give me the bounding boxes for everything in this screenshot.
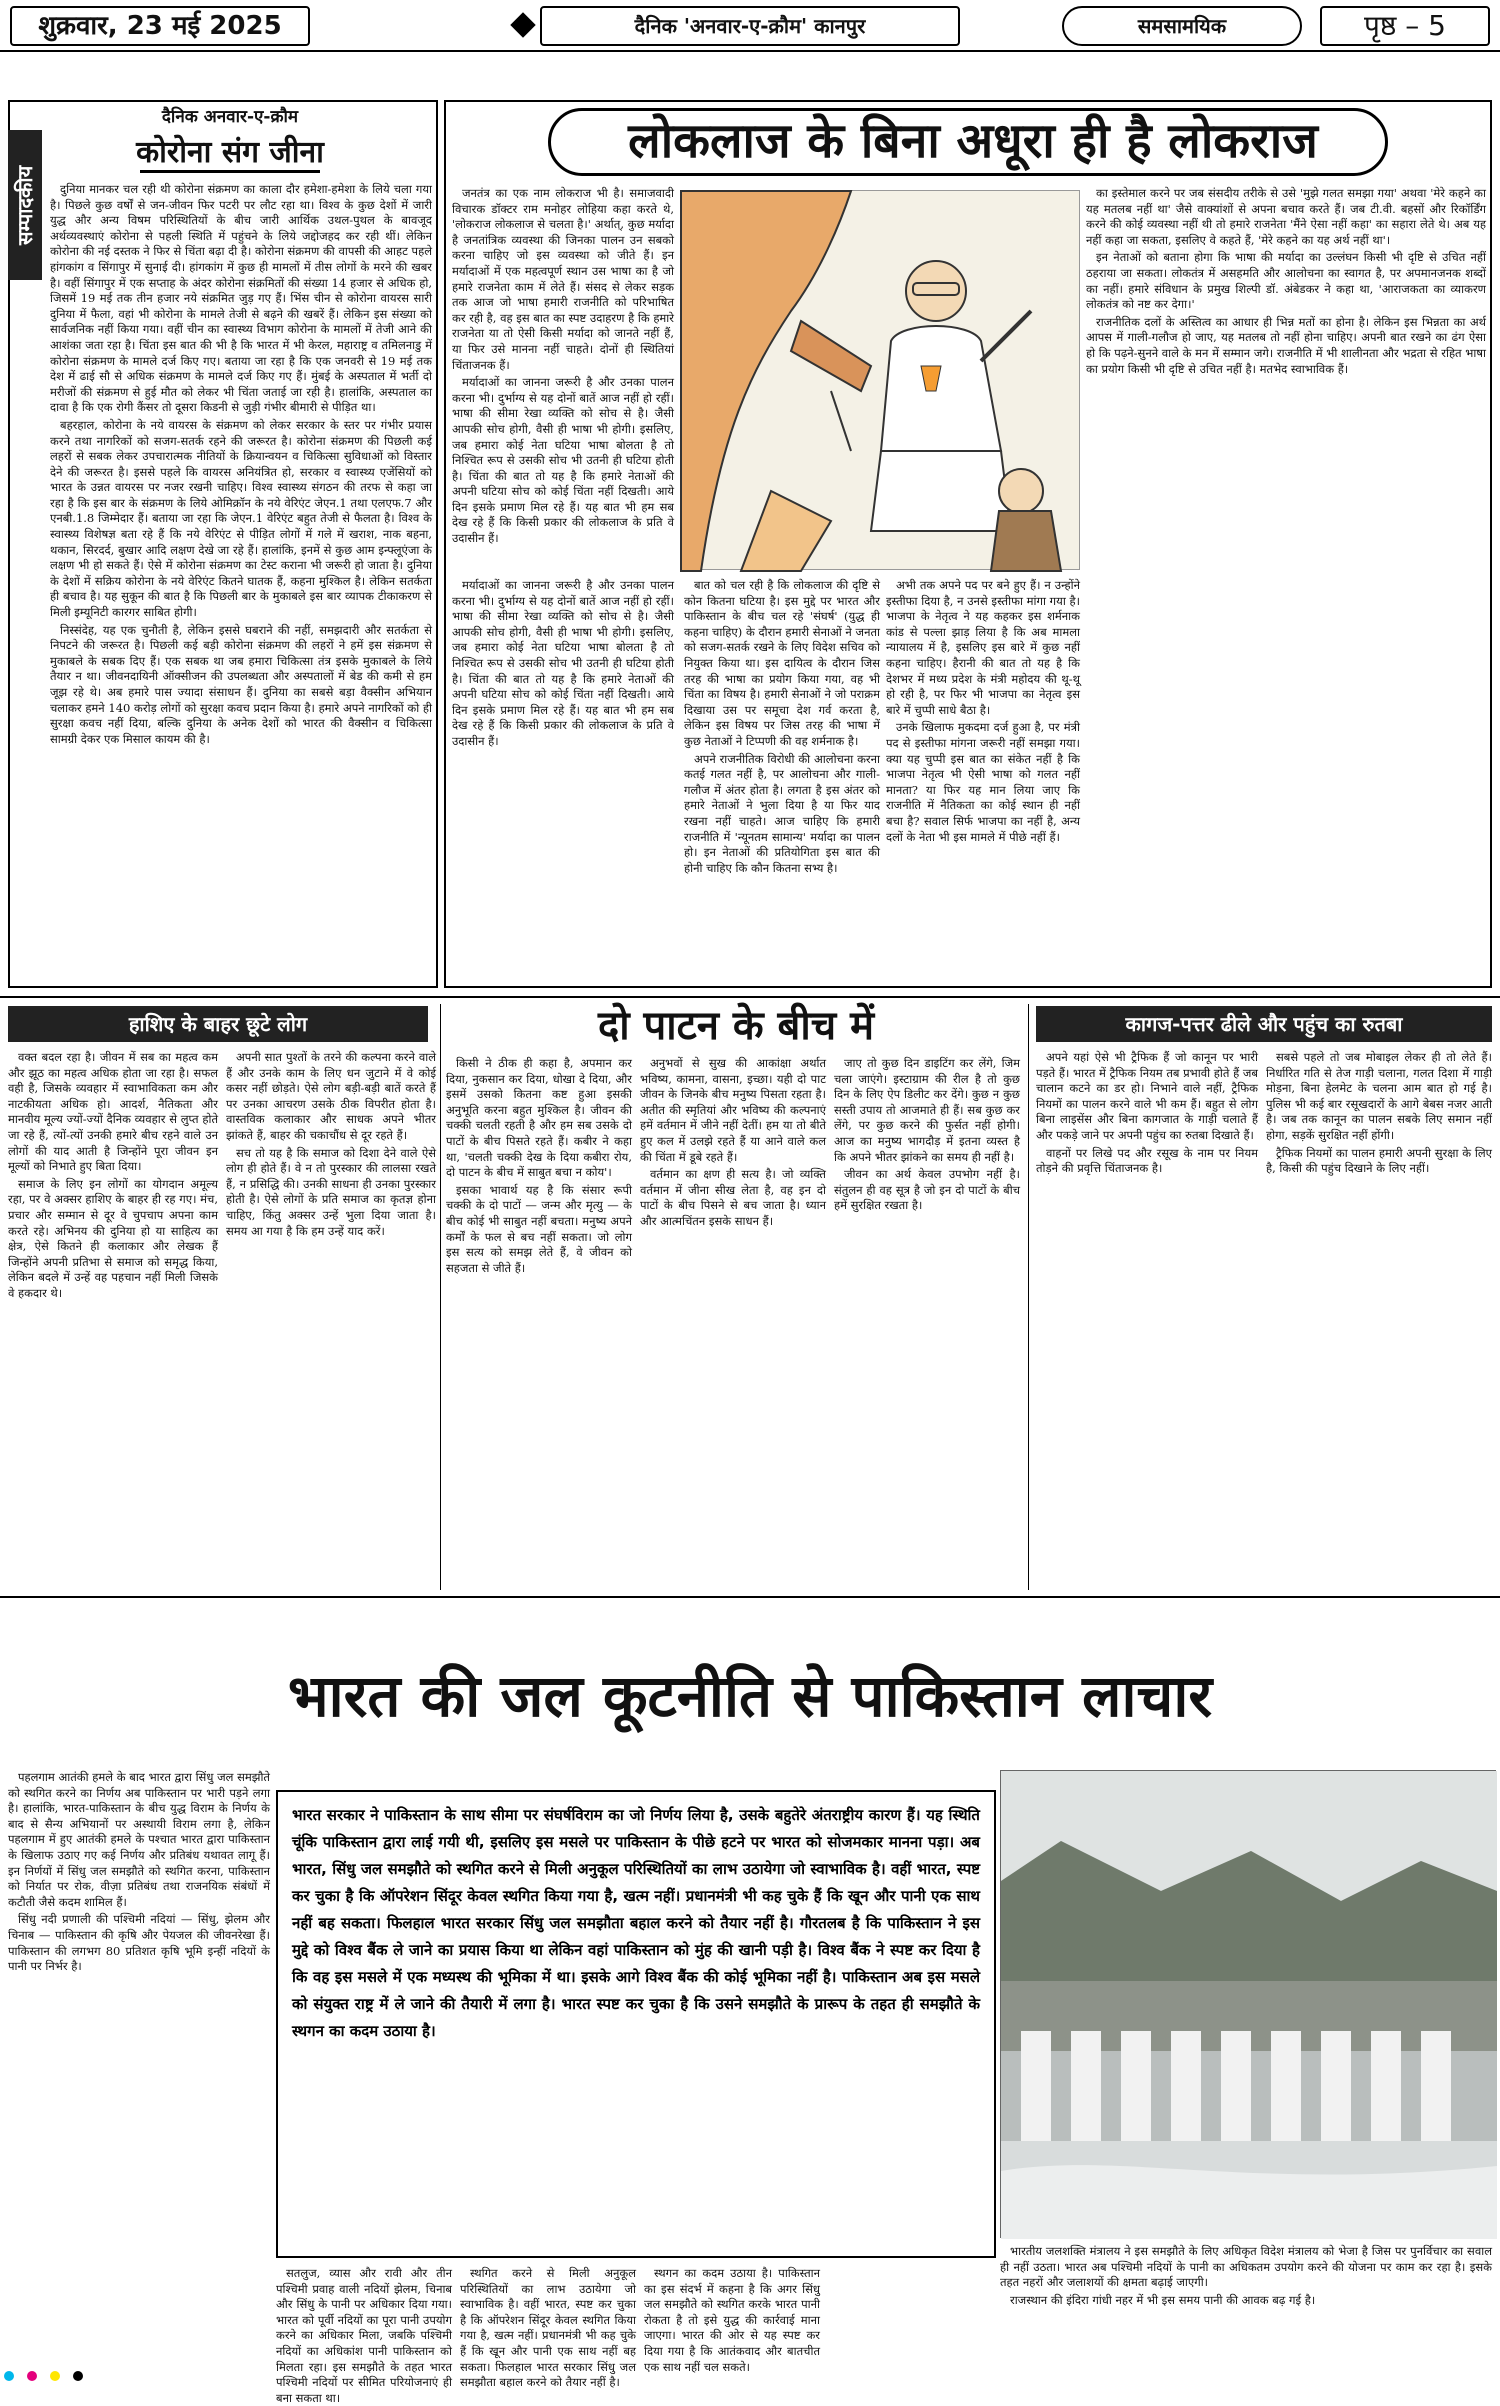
cartoon-illustration — [680, 190, 1080, 570]
water-column-1 — [8, 1770, 270, 2360]
water-column-5 — [1000, 2244, 1492, 2364]
paragraph: दुनिया मानकर चल रही थी कोरोना संक्रमण का काला दौर हमेशा-हमेशा के लिये चला गया है। पिछले कुछ वर्षों से जन-जीवन फिर पटरी पर लौट रहा था। विश्व के कुछ देशों में जारी युद्ध और अन्य विषम परिस्थितियों के बीच जारी आर्थिक उथल-पुथल के बावजूद अर्थव्यवस्थाएं कोरोना से पहली स्थिति में पहुंचने के लिये जद्दोजहद कर रही थीं। लेकिन कोरोना की नई दस्तक ने फिर से चिंता बढ़ा दी है। कोरोना संक्रमण की वापसी की आहट पहले हांगकांग व सिंगापुर में सुनाई दी। हांगकांग में कुछ ही मामलों में तीस लोगों के मरने की खबर है। वहीं सिंगापुर में एक सप्ताह के अंदर कोरोना संक्रमितों की संख्या 14 हजार से अधिक हो, जिसमें 19 मई तक तीन हजार नये संक्रमित जुड़ गए हैं। भिंस चीन से कोरोना वायरस सारी दुनिया में फैला, वहां भी कोरोना के मामले तेजी से बढ़ने की खबरें हैं। लेकिन इस संख्या को सार्वजनिक नहीं किया गया। वहीं चीन का स्वास्थ्य विभाग कोरोना के मामलों में तेजी आने की आशंका जता रहा है। चिंता इस बात की भी है कि भारत में भी केरल, महाराष्ट्र व तमिलनाडु में कोरोना संक्रमण के मामले दर्ज किए गए। बताया जा रहा है कि एक जनवरी से 19 मई तक देश में ढाई सौ से अधिक संक्रमण के मामले दर्ज किए गए हैं। मुंबई के अस्पताल में भर्ती दो मरीजों की संक्रमण से हुई मौत को लेकर भी चिंता जताई जा रही है। हालांकि, अस्पताल का दावा है कि एक रोगी कैंसर तो दूसरा किडनी से जुड़ी गंभीर बीमारी से पीड़ित था। — [50, 182, 432, 415]
cartoon-drawing — [681, 191, 1081, 571]
paragraph: उनके खिलाफ मुकदमा दर्ज हुआ है, पर मंत्री पद से इस्तीफा मांगना जरूरी नहीं समझा गया। क्या यह चुप्पी इस बात का संकेत नहीं है कि भाजपा नेतृत्व भी ऐसी भाषा को गलत नहीं मानता? या फिर यह मान लिया जाए कि राजनीति में नैतिकता का कोई स्थान ही नहीं बचा है? सवाल सिर्फ भाजपा का नहीं है, अन्य दलों के नेता भी इस मामले में पीछे नहीं हैं। — [886, 720, 1080, 844]
two-stones-column-1 — [446, 1056, 632, 1590]
masthead — [0, 0, 1500, 52]
paragraph: सतलुज, व्यास और रावी और तीन पश्चिमी प्रवाह वाली नदियों झेलम, चिनाब और सिंधु के पानी पर अधिकार दिया गया। भारत को पूर्वी नदियों का पूरा पानी उपयोग करने का अधिकार मिला, जबकि पश्चिमी नदियों का अधिकांश पानी पाकिस्तान को मिलता रहा। इस समझौते के तहत भारत पश्चिमी नदियों पर सीमित परियोजनाएं ही बना सकता था। — [276, 2266, 452, 2405]
lead-column-1b — [452, 578, 674, 982]
lead-column-2 — [684, 578, 880, 982]
editorial-side-label: सम्पादकीय — [8, 130, 42, 280]
paragraph: अनुभवों से सुख की आकांक्षा अर्थात भविष्य, कामना, वासना, इच्छा। यही दो पाट जीवन के जिनके बीच मनुष्य पिसता रहता है। अतीत की स्मृतियां और भविष्य की कल्पनाएं हमें वर्तमान में जीने नहीं देतीं। हम या तो बीते हुए कल में उलझे रहते हैं या आने वाले कल की चिंता में डूबे रहते हैं। — [640, 1056, 826, 1164]
dam-photo — [1000, 1770, 1496, 2238]
paragraph: भारतीय जलशक्ति मंत्रालय ने इस समझौते के लिए अधिकृत विदेश मंत्रालय को भेजा है जिस पर पुनर्विचार का सवाल ही नहीं उठता। भारत अब पश्चिमी नदियों के पानी का अधिकतम उपयोग करने की योजना पर काम कर रहा है। इसके तहत नहरों और जलाशयों की क्षमता बढ़ाई जाएगी। — [1000, 2244, 1492, 2290]
paragraph: ट्रैफिक नियमों का पालन हमारी अपनी सुरक्षा के लिए है, किसी की पहुंच दिखाने के लिए नहीं। — [1266, 1145, 1492, 1176]
section-name: समसामयिक — [1062, 6, 1302, 46]
editorial-paper-name: दैनिक अनवार-ए-क्रौम — [161, 107, 299, 127]
paragraph: जीवन का अर्थ केवल उपभोग नहीं है। संतुलन ही वह सूत्र है जो इन दो पाटों के बीच हमें सुरक्षित रखता है। — [834, 1167, 1020, 1213]
paragraph: स्थगित करने से मिली अनुकूल परिस्थितियों का लाभ उठायेगा जो स्वाभाविक है। वहीं भारत, स्पष्ट कर चुका है कि ऑपरेशन सिंदूर केवल स्थगित किया गया है, खत्म नहीं। प्रधानमंत्री भी कह चुके हैं कि खून और पानी एक साथ नहीं बह सकता। फिलहाल भारत सरकार सिंधु जल समझौता बहाल करने को तैयार नहीं है। — [460, 2266, 636, 2390]
water-headline: भारत की जल कूटनीति से पाकिस्तान लाचार — [287, 1662, 1213, 1730]
lead-column-3 — [886, 578, 1080, 982]
paragraph: का इस्तेमाल करने पर जब संसदीय तरीके से उसे 'मुझे गलत समझा गया' अथवा 'मेरे कहने का यह मतलब नहीं था' जैसे वाक्यांशों से अपना बचाव करते हैं। जब टी.वी. बहसों और रिकॉर्डिंग करने की कोई व्यवस्था नहीं थी तो हमारे राजनेता 'मैंने ऐसा नहीं कहा' का सहारा लेते थे। अब यह नहीं कहा जा सकता, इसलिए वे कहते हैं, 'मेरे कहने का यह अर्थ नहीं था'। — [1086, 186, 1486, 247]
lead-column-1 — [452, 186, 674, 576]
paragraph: पहलगाम आतंकी हमले के बाद भारत द्वारा सिंधु जल समझौते को स्थगित करने का निर्णय अब पाकिस्तान पर भारी पड़ने लगा है। हालांकि, भारत-पाकिस्तान के बीच युद्ध विराम के निर्णय के बाद से सैन्य अभियानों पर अस्थायी विराम लगा है, लेकिन पहलगाम में हुए आतंकी हमले के पश्चात भारत द्वारा पाकिस्तान के खिलाफ उठाए गए कई निर्णय और प्रतिबंध यथावत लागू हैं। इन निर्णयों में सिंधु जल समझौते को स्थगित करना, पाकिस्तान को निर्यात पर रोक, वीज़ा प्रतिबंध तथा राजनयिक संबंधों में कटौती जैसे कदम शामिल हैं। — [8, 1770, 270, 1909]
paragraph: समाज के लिए इन लोगों का योगदान अमूल्य रहा, पर वे अक्सर हाशिए के बाहर ही रह गए। मंच, प्रचार और सम्मान से दूर वे चुपचाप अपना काम करते रहे। अभिनय की दुनिया हो या साहित्य का क्षेत्र, ऐसे कितने ही कलाकार और लेखक हैं जिन्होंने अपनी प्रतिभा से समाज को समृद्ध किया, लेकिन बदले में उन्हें वह पहचान नहीं मिली जिसके वे हकदार थे। — [8, 1176, 218, 1300]
column-rule — [1028, 1004, 1029, 1590]
water-column-4 — [644, 2266, 820, 2374]
paragraph: जाए तो कुछ दिन डाइटिंग कर लेंगे, जिम चला जाएंगे। इस्टाग्राम की रील है तो कुछ दिन के लिए ऐप डिलीट कर देंगे। कुछ न कुछ सस्ती उपाय तो आजमाते ही हैं। सब कुछ कर लेंगे, पर कुछ करने की फुर्सत नहीं होगी। आज का मनुष्य भागदौड़ में इतना व्यस्त है कि अपने भीतर झांकने का समय ही नहीं है। — [834, 1056, 1020, 1164]
lead-headline: लोकलाज के बिना अधूरा ही है लोकराज — [628, 113, 1318, 169]
paper-dust-headline: कागज-पत्तर ढीले और पहुंच का रुतबा — [1036, 1006, 1492, 1042]
paragraph: सच तो यह है कि समाज को दिशा देने वाले ऐसे लोग ही होते हैं। वे न तो पुरस्कार की लालसा रखते हैं, न प्रसिद्धि की। उनकी साधना ही उनका पुरस्कार होती है। ऐसे लोगों के प्रति समाज का कृतज्ञ होना चाहिए, किंतु अक्सर उन्हें भुला दिया जाता है। समय आ गया है कि हम उन्हें याद करें। — [226, 1145, 436, 1238]
paragraph: बात को चल रही है कि लोकलाज की दृष्टि से कोन कितना घटिया है। इस मुद्दे पर भारत और पाकिस्तान के बीच चल रहे 'संघर्ष' (युद्ध ही कहना चाहिए) के दौरान हमारी सेनाओं ने जनता को सजग-सतर्क रखने के लिए विदेश सचिव को नियुक्त किया था। इस दायित्व के दौरान जिस तरह की भाषा का प्रयोग किया गया, वह भी चिंता का विषय है। हमारी सेनाओं ने जो पराक्रम दिखाया उस पर समूचा देश गर्व करता है, लेकिन इस विषय पर जिस तरह की भाषा में कुछ नेताओं ने टिप्पणी की वह शर्मनाक है। — [684, 578, 880, 748]
paragraph: सिंधु नदी प्रणाली की पश्चिमी नदियां — सिंधु, झेलम और चिनाब — पाकिस्तान की कृषि और पेयजल की जीवनरेखा हैं। पाकिस्तान की लगभग 80 प्रतिशत कृषि भूमि इन्हीं नदियों के पानी पर निर्भर है। — [8, 1912, 270, 1974]
issue-date: शुक्रवार, 23 मई 2025 — [10, 6, 310, 46]
paragraph: राजनीतिक दलों के अस्तित्व का आधार ही भिन्न मतों का होना है। लेकिन इस भिन्नता का अर्थ आपस में गाली-गलौज हो जाए, यह मतलब तो नहीं होना चाहिए। अपनी बात रखने का ढंग ऐसा हो कि पढ़ने-सुनने वाले के मन में सम्मान जगे। राजनीति में भी शालीनता और भद्रता से रहित भाषा का प्रयोग किसी भी दृष्टि से उचित नहीं है। मतभेद स्वाभाविक हैं। — [1086, 314, 1486, 376]
paragraph: बहरहाल, कोरोना के नये वायरस के संक्रमण को लेकर सरकार के स्तर पर गंभीर प्रयास करने तथा नागरिकों को सजग-सतर्क रहने की जरूरत है। कोरोना संक्रमण की पिछली कई लहरों से सबक लेकर उपचारात्मक नीतियों के क्रियान्वयन व चिकित्सा सुविधाओं को विस्तार देने की जरूरत है। इससे पहले कि वायरस अनियंत्रित हो, सरकार व स्वास्थ्य एजेंसियों को भारत के उन्नत वायरस पर नजर रखनी चाहिए। विश्व स्वास्थ्य संगठन की तरफ से कहा जा रहा है कि इस बार के संक्रमण के लिये ओमिक्रॉन के नये वेरिएंट जेएन.1 तथा एलएफ.7 और एनबी.1.8 जिम्मेदार हैं। बताया जा रहा कि जेएन.1 वेरिएंट बहुत तेजी से फैलता है। विश्व के स्वास्थ्य विशेषज्ञ बता रहे हैं कि नये वेरिएंट से पीड़ित लोगों में गले में खराश, नाक बहना, थकान, सिरदर्द, बुखार आदि लक्षण देखे जा रहे हैं। हालांकि, इनमें से कुछ आम इन्फ्लूएंजा के लक्षण भी हो सकते हैं। ऐसे में कोरोना संक्रमण का टेस्ट कराना भी जरूरी हो जाता है। दुनिया के देशों में सक्रिय कोरोना के नये वेरिएंट कितने घातक हैं, कहना मुश्किल है। लेकिन सतर्कता ही बचाव है। यह सुकून की बात है कि पिछली बार के मुकाबले इस बार व्यापक टीकाकरण से मिली इम्यूनिटी कारगर साबित होगी। — [50, 417, 432, 620]
paragraph: स्थगन का कदम उठाया है। पाकिस्तान का इस संदर्भ में कहना है कि अगर सिंधु जल समझौते को स्थगित करके भारत पानी रोकता है तो इसे युद्ध की कार्रवाई माना जाएगा। भारत की ओर से यह स्पष्ट कर दिया गया है कि आतंकवाद और बातचीत एक साथ नहीं चल सकते। — [644, 2266, 820, 2374]
page-number: पृष्ठ – 5 — [1320, 6, 1490, 46]
paragraph: अपनी सात पुश्तों के तरने की कल्पना करने वाले हैं और उनके काम के लिए धन जुटाने में वे कोई कसर नहीं छोड़ते। ऐसे लोग बड़ी-बड़ी बातें करते हैं पर उनका आचरण उसके ठीक विपरीत होता है। वास्तविक कलाकार और साधक अपने भीतर झांकते हैं, बाहर की चकाचौंध से दूर रहते हैं। — [226, 1050, 436, 1142]
two-stones-column-3 — [834, 1056, 1020, 1590]
paragraph: इसका भावार्थ यह है कि संसार रूपी चक्की के दो पाटों — जन्म और मृत्यु — के बीच कोई भी साबुत नहीं बचता। मनुष्य अपने कर्मों के फल से बच नहीं सकता। जो लोग इस सत्य को समझ लेते हैं, वे जीवन को सहजता से जीते हैं। — [446, 1182, 632, 1275]
two-stones-headline: दो पाटन के बीच में — [598, 1003, 874, 1049]
pull-quote-text: भारत सरकार ने पाकिस्तान के साथ सीमा पर संघर्षविराम का जो निर्णय लिया है, उसके बहुतेरे अंतराष्ट्रीय कारण हैं। यह स्थिति चूंकि पाकिस्तान द्वारा लाई गयी थी, इसलिए इस मसले पर पाकिस्तान के पीछे हटने पर भारत को सोजमकार मानना पड़ा। अब भारत, सिंधु जल समझौते को स्थगित करने से मिली अनुकूल परिस्थितियों का लाभ उठायेगा जो स्वाभाविक है। वहीं भारत, स्पष्ट कर चुका है कि ऑपरेशन सिंदूर केवल स्थगित किया गया है, खत्म नहीं। प्रधानमंत्री भी कह चुके हैं कि खून और पानी एक साथ नहीं बह सकता। फिलहाल भारत सरकार सिंधु जल समझौता बहाल करने को तैयार नहीं है। गौरतलब है कि पाकिस्तान ने इस मुद्दे को विश्व बैंक ले जाने का प्रयास किया था लेकिन वहां पाकिस्तान को मुंह की खानी पड़ी है। विश्व बैंक ने स्पष्ट कर दिया है कि वह इस मसले में एक मध्यस्थ की भूमिका में था। इसके आगे विश्व बैंक की कोई भूमिका नहीं है। पाकिस्तान अब इस मसले को संयुक्त राष्ट्र में ले जाने की तैयारी में लगा है। भारत स्पष्ट कर चुका है कि उसने समझौते के प्रारूप के तहत ही समझौते के स्थगन का कदम उठाया है। — [292, 1806, 980, 2040]
editorial-title: कोरोना संग जीना — [136, 135, 324, 170]
newspaper-name: दैनिक 'अनवार-ए-क्रौम' कानपुर — [540, 6, 960, 46]
paragraph: अपने राजनीतिक विरोधी की आलोचना करना कतई गलत नहीं है, पर आलोचना और गाली-गलौज में अंतर होता है। लगता है इस अंतर को हमारे नेताओं ने भुला दिया है या फिर याद रखना नहीं चाहते। आज चाहिए कि हमारी राजनीति में 'न्यूनतम सामान्य' मर्यादा का पालन हो। इन नेताओं की प्रतियोगिता इस बात की होनी चाहिए कि कौन कितना सभ्य है। — [684, 751, 880, 875]
water-column-2 — [276, 2266, 452, 2405]
paragraph: मर्यादाओं का जानना जरूरी है और उनका पालन करना भी। दुर्भाग्य से यह दोनों बातें आज नहीं हो रहीं। भाषा की सीमा रेखा व्यक्ति को सोच से है। जैसी आपकी सोच होगी, वैसी ही भाषा भी होगी। इसलिए, जब हमारा कोई नेता घटिया भाषा बोलता है तो निश्चित रूप से उसकी सोच भी उतनी ही घटिया होती है। चिंता की बात तो यह है कि हमारे नेताओं की अपनी घटिया सोच को कोई चिंता नहीं दिखती। आये दिन इसके प्रमाण मिल रहे हैं। यह बात भी हम सब देख रहे हैं कि किसी प्रकार की लोकलाज के प्रति वे उदासीन हैं। — [452, 375, 674, 546]
print-registration-marks — [0, 2368, 1500, 2384]
black-dot-icon — [73, 2371, 83, 2381]
paragraph: वर्तमान का क्षण ही सत्य है। जो व्यक्ति वर्तमान में जीना सीख लेता है, वह इन दो पाटों के बीच पिसने से बच जाता है। ध्यान और आत्मचिंतन इसके साधन हैं। — [640, 1167, 826, 1228]
margin-column-1 — [8, 1050, 218, 1590]
paragraph: निस्संदेह, यह एक चुनौती है, लेकिन इससे घबराने की नहीं, समझदारी और सतर्कता से निपटने की जरूरत है। पिछली कई बड़ी कोरोना संक्रमण की लहरों ने हमें इस संक्रमण से मुकाबले के सबक दिए हैं। एक सबक था जब हमारा चिकित्सा तंत्र इसके मुकाबले के लिये तैयार न था। जीवनदायिनी ऑक्सीजन की उपलब्धता और अस्पतालों में बेड की कमी से हम जूझ रहे थे। अब हमारे पास ज्यादा संसाधन हैं। दुनिया का सबसे बड़ा वैक्सीन अभियान चलाकर हमने 140 करोड़ लोगों को सुरक्षा कवच प्रदान किया है। हमारे अपने नागरिकों को ही सुरक्षा कवच नहीं दिया, बल्कि दुनिया के अनेक देशों को भारत की वैक्सीन व चिकित्सा सामग्री देकर एक मिसाल कायम की है। — [50, 622, 432, 746]
dam-image — [1001, 1771, 1497, 2239]
paragraph: इन नेताओं को बताना होगा कि भाषा की मर्यादा का उल्लंघन किसी भी दृष्टि से उचित नहीं ठहराया जा सकता। लोकतंत्र में असहमति और आलोचना का स्वागत है, पर अपमानजनक शब्दों का नहीं। हमारे संविधान के प्रमुख शिल्पी डॉ. अंबेडकर ने कहा था, 'आराजकता का व्याकरण लोकतंत्र को नष्ट कर देगा।' — [1086, 250, 1486, 312]
column-rule — [440, 1004, 441, 1590]
yellow-dot-icon — [50, 2371, 60, 2381]
paragraph: मर्यादाओं का जानना जरूरी है और उनका पालन करना भी। दुर्भाग्य से यह दोनों बातें आज नहीं हो रहीं। भाषा की सीमा रेखा व्यक्ति को सोच से है। जैसी आपकी सोच होगी, वैसी ही भाषा भी होगी। इसलिए, जब हमारा कोई नेता घटिया भाषा बोलता है तो निश्चित रूप से उसकी सोच भी उतनी ही घटिया होती है। चिंता की बात तो यह है कि हमारे नेताओं की अपनी घटिया सोच को कोई चिंता नहीं दिखती। आये दिन इसके प्रमाण मिल रहे हैं। यह बात भी हम सब देख रहे हैं कि किसी प्रकार की लोकलाज के प्रति वे उदासीन हैं। — [452, 578, 674, 748]
cyan-dot-icon — [4, 2371, 14, 2381]
pull-quote-box — [276, 1790, 996, 2258]
paper-dust-column-1 — [1036, 1050, 1258, 1590]
paragraph: अभी तक अपने पद पर बने हुए हैं। न उन्होंने इस्तीफा दिया है, न उनसे इस्तीफा मांगा गया है। भाजपा के नेतृत्व ने यह कहकर इस शर्मनाक कांड से पल्ला झाड़ लिया है कि अब मामला न्यायालय में है, इसलिए इस बारे में कुछ नहीं कहना चाहिए। हैरानी की बात तो यह है कि देशभर में मध्य प्रदेश के मंत्री महोदय की थू-थू हो रही है, पर फिर भी भाजपा का नेतृत्व इस बारे में चुप्पी साधे बैठा है। — [886, 578, 1080, 717]
two-stones-column-2 — [640, 1056, 826, 1590]
paragraph: राजस्थान की इंदिरा गांधी नहर में भी इस समय पानी की आवक बढ़ गई है। — [1010, 2292, 1316, 2307]
water-column-3 — [460, 2266, 636, 2390]
margin-column-2 — [226, 1050, 436, 1590]
margin-headline: हाशिए के बाहर छूटे लोग — [8, 1006, 428, 1042]
lead-column-4 — [1086, 186, 1486, 982]
paragraph: किसी ने ठीक ही कहा है, अपमान कर दिया, नुकसान कर दिया, धोखा दे दिया, और इसमें उसको कितना कष्ट हुआ इसकी अनुभूति करना बहुत मुश्किल है। जीवन की चक्की चलती रहती है और हम सब उसके दो पाटों के बीच पिसते रहते हैं। कबीर ने कहा था, 'चलती चक्की देख के दिया कबीरा रोय, दो पाटन के बीच में साबुत बचा न कोय'। — [446, 1056, 632, 1180]
magenta-dot-icon — [27, 2371, 37, 2381]
diamond-ornament-icon — [510, 12, 535, 37]
paragraph: वाहनों पर लिखे पद और रसूख के नाम पर नियम तोड़ने की प्रवृत्ति चिंताजनक है। — [1036, 1145, 1258, 1176]
paragraph: वक्त बदल रहा है। जीवन में सब का महत्व कम और झूठ का महत्व अधिक होता जा रहा है। सफल वही है, जिसके व्यवहार में स्वाभाविकता कम और नाटकीयता अधिक हो। आदर्श, नैतिकता और मानवीय मूल्य ज्यों-ज्यों दैनिक व्यवहार से लुप्त होते जा रहे हैं, त्यों-त्यों उनकी हमारे बीच रहने वाले उन लोगों की याद आती है जिन्होंने पूरा जीवन इन मूल्यों को निभाते हुए बिता दिया। — [8, 1050, 218, 1174]
editorial-body — [50, 182, 432, 982]
paragraph: अपने यहां ऐसे भी ट्रैफिक हैं जो कानून पर भारी पड़ते हैं। भारत में ट्रैफिक नियम तब प्रभावी होते हैं जब चालान कटने का डर हो। निभाने वाले नहीं, ट्रैफिक नियमों का पालन करने वाले भी कम हैं। बहुत से लोग बिना लाइसेंस और बिना कागजात के गाड़ी चलाते हैं और पकड़े जाने पर अपनी पहुंच का रुतबा दिखाते हैं। — [1036, 1050, 1258, 1142]
title-underline — [140, 170, 320, 173]
section-divider — [0, 1596, 1500, 1598]
paragraph: जनतंत्र का एक नाम लोकराज भी है। समाजवादी विचारक डॉक्टर राम मनोहर लोहिया कहा करते थे, 'लोकराज लोकलाज से चलता है।' अर्थात्‌, कुछ मर्यादा है जनतांत्रिक व्यवस्था की जिनका पालन उन सबको करना चाहिए जो इस व्यवस्था को जीते हैं। इन मर्यादाओं में एक महत्वपूर्ण स्थान उस भाषा का है जो हमारे राजनेता काम में लेते हैं। संसद से लेकर सड़क तक आज जो भाषा हमारी राजनीति को परिभाषित कर रही है, वह इस बात का स्पष्ट उदाहरण है कि हमारे राजनेता या तो ऐसी किसी मर्यादा को जानते नहीं हैं, या फिर उसे मानना नहीं चाहते। दोनों ही स्थितियां चिंताजनक हैं। — [452, 186, 674, 372]
paragraph: सबसे पहले तो जब मोबाइल लेकर ही तो लेते हैं। निर्धारित गति से तेज गाड़ी चलाना, गलत दिशा में गाड़ी मोड़ना, बिना हेलमेट के चलना आम बात हो गई है। पुलिस भी कई बार रसूखदारों के आगे बेबस नजर आती है। जब तक कानून का पालन सबके लिए समान नहीं होगा, सड़कें सुरक्षित नहीं होंगी। — [1266, 1050, 1492, 1142]
section-divider — [0, 996, 1500, 998]
paper-dust-column-2 — [1266, 1050, 1492, 1590]
